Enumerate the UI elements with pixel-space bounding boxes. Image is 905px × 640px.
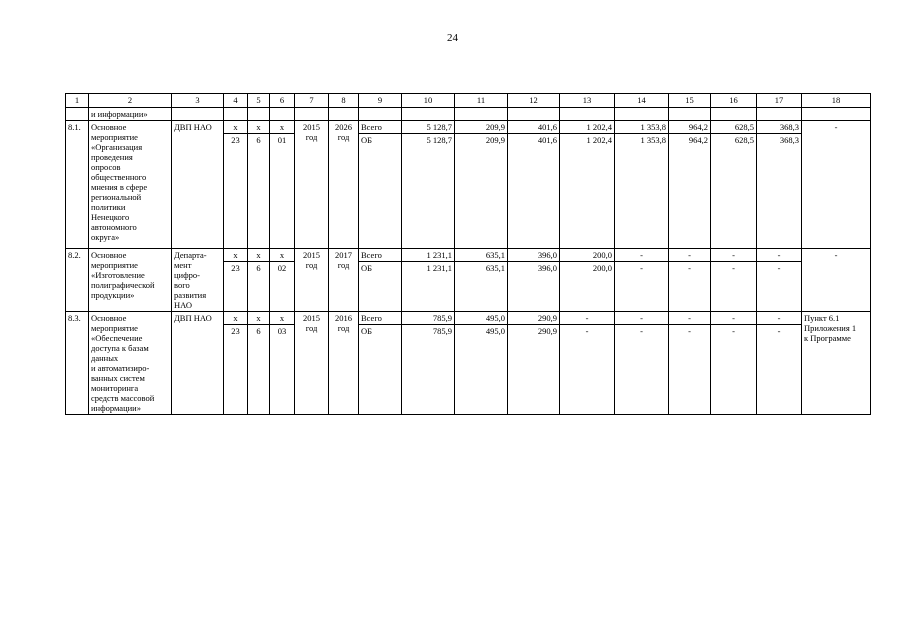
source-total: Всего [359, 312, 402, 325]
page-number: 24 [447, 32, 458, 44]
code-top-2: х [248, 249, 270, 262]
value-total-7: 628,5 [711, 121, 757, 134]
value-ob-7: 628,5 [711, 134, 757, 249]
activity-name: Основное мероприятие «Изготовление полиграфической продукции» [89, 249, 172, 312]
header-cell-11: 11 [455, 94, 508, 108]
code-bottom-3: 02 [270, 262, 295, 312]
start-year: 2015 год [295, 312, 329, 415]
source-total: Всего [359, 249, 402, 262]
header-cell-3: 3 [172, 94, 224, 108]
code-bottom-3: 01 [270, 134, 295, 249]
value-ob-7: - [711, 262, 757, 312]
continuation-num [66, 108, 89, 121]
header-cell-18: 18 [802, 94, 871, 108]
value-total-3: 401,6 [508, 121, 560, 134]
code-top-3: х [270, 121, 295, 134]
value-ob-5: - [615, 325, 669, 415]
value-ob-7: - [711, 325, 757, 415]
value-total-2: 209,9 [455, 121, 508, 134]
program-table [65, 93, 871, 415]
activity-name: Основное мероприятие «Обеспечение доступа к базам данных и автоматизиро- ванных систем мониторинга средств массовой информации» [89, 312, 172, 415]
header-cell-7: 7 [295, 94, 329, 108]
value-ob-6: - [669, 262, 711, 312]
header-cell-15: 15 [669, 94, 711, 108]
code-top-3: х [270, 249, 295, 262]
value-total-6: - [669, 249, 711, 262]
code-top-1: х [224, 121, 248, 134]
value-total-4: 200,0 [560, 249, 615, 262]
value-total-7: - [711, 249, 757, 262]
continuation-row [66, 108, 871, 121]
value-ob-4: 200,0 [560, 262, 615, 312]
value-ob-1: 1 231,1 [402, 262, 455, 312]
header-cell-10: 10 [402, 94, 455, 108]
code-top-2: х [248, 312, 270, 325]
code-top-2: х [248, 121, 270, 134]
end-year: 2016 год [329, 312, 359, 415]
header-cell-4: 4 [224, 94, 248, 108]
value-ob-8: - [757, 262, 802, 312]
value-total-2: 495,0 [455, 312, 508, 325]
note: Пункт 6.1 Приложения 1 к Программе [802, 312, 871, 415]
note: - [802, 121, 871, 249]
value-ob-5: 1 353,8 [615, 134, 669, 249]
code-top-1: х [224, 312, 248, 325]
table-row [66, 312, 871, 325]
value-ob-4: - [560, 325, 615, 415]
activity-name: Основное мероприятие «Организация проведения опросов общественного мнения в сфере региональной политики Ненецкого автономного округа» [89, 121, 172, 249]
value-ob-2: 209,9 [455, 134, 508, 249]
executor: ДВП НАО [172, 312, 224, 415]
value-total-1: 785,9 [402, 312, 455, 325]
value-total-7: - [711, 312, 757, 325]
value-total-4: 1 202,4 [560, 121, 615, 134]
value-ob-1: 785,9 [402, 325, 455, 415]
header-cell-17: 17 [757, 94, 802, 108]
header-cell-2: 2 [89, 94, 172, 108]
executor: Департа- мент цифро- вого развития НАО [172, 249, 224, 312]
note: - [802, 249, 871, 312]
source-ob: ОБ [359, 262, 402, 312]
header-cell-12: 12 [508, 94, 560, 108]
header-cell-6: 6 [270, 94, 295, 108]
code-bottom-1: 23 [224, 262, 248, 312]
value-total-6: - [669, 312, 711, 325]
code-bottom-1: 23 [224, 325, 248, 415]
value-total-2: 635,1 [455, 249, 508, 262]
source-ob: ОБ [359, 325, 402, 415]
value-ob-8: - [757, 325, 802, 415]
start-year: 2015 год [295, 249, 329, 312]
code-bottom-2: 6 [248, 262, 270, 312]
value-ob-2: 635,1 [455, 262, 508, 312]
value-total-5: 1 353,8 [615, 121, 669, 134]
header-cell-5: 5 [248, 94, 270, 108]
value-total-6: 964,2 [669, 121, 711, 134]
header-cell-1: 1 [66, 94, 89, 108]
value-ob-8: 368,3 [757, 134, 802, 249]
code-bottom-2: 6 [248, 325, 270, 415]
value-ob-2: 495,0 [455, 325, 508, 415]
value-ob-3: 290,9 [508, 325, 560, 415]
value-total-3: 290,9 [508, 312, 560, 325]
value-total-3: 396,0 [508, 249, 560, 262]
value-total-1: 5 128,7 [402, 121, 455, 134]
value-ob-3: 396,0 [508, 262, 560, 312]
value-total-8: - [757, 249, 802, 262]
value-total-1: 1 231,1 [402, 249, 455, 262]
value-ob-5: - [615, 262, 669, 312]
value-ob-6: 964,2 [669, 134, 711, 249]
header-cell-16: 16 [711, 94, 757, 108]
code-top-3: х [270, 312, 295, 325]
code-bottom-3: 03 [270, 325, 295, 415]
value-ob-3: 401,6 [508, 134, 560, 249]
code-bottom-2: 6 [248, 134, 270, 249]
value-total-5: - [615, 249, 669, 262]
value-ob-4: 1 202,4 [560, 134, 615, 249]
row-number: 8.1. [66, 121, 89, 249]
value-total-5: - [615, 312, 669, 325]
header-cell-9: 9 [359, 94, 402, 108]
value-ob-6: - [669, 325, 711, 415]
executor: ДВП НАО [172, 121, 224, 249]
row-number: 8.2. [66, 249, 89, 312]
value-ob-1: 5 128,7 [402, 134, 455, 249]
value-total-8: 368,3 [757, 121, 802, 134]
table-row [66, 121, 871, 134]
continuation-text: и информации» [89, 108, 172, 121]
table-row [66, 249, 871, 262]
code-top-1: х [224, 249, 248, 262]
value-total-4: - [560, 312, 615, 325]
header-cell-14: 14 [615, 94, 669, 108]
start-year: 2015 год [295, 121, 329, 249]
end-year: 2017 год [329, 249, 359, 312]
header-cell-13: 13 [560, 94, 615, 108]
header-row [66, 94, 871, 108]
header-cell-8: 8 [329, 94, 359, 108]
source-ob: ОБ [359, 134, 402, 249]
source-total: Всего [359, 121, 402, 134]
row-number: 8.3. [66, 312, 89, 415]
code-bottom-1: 23 [224, 134, 248, 249]
value-total-8: - [757, 312, 802, 325]
end-year: 2026 год [329, 121, 359, 249]
